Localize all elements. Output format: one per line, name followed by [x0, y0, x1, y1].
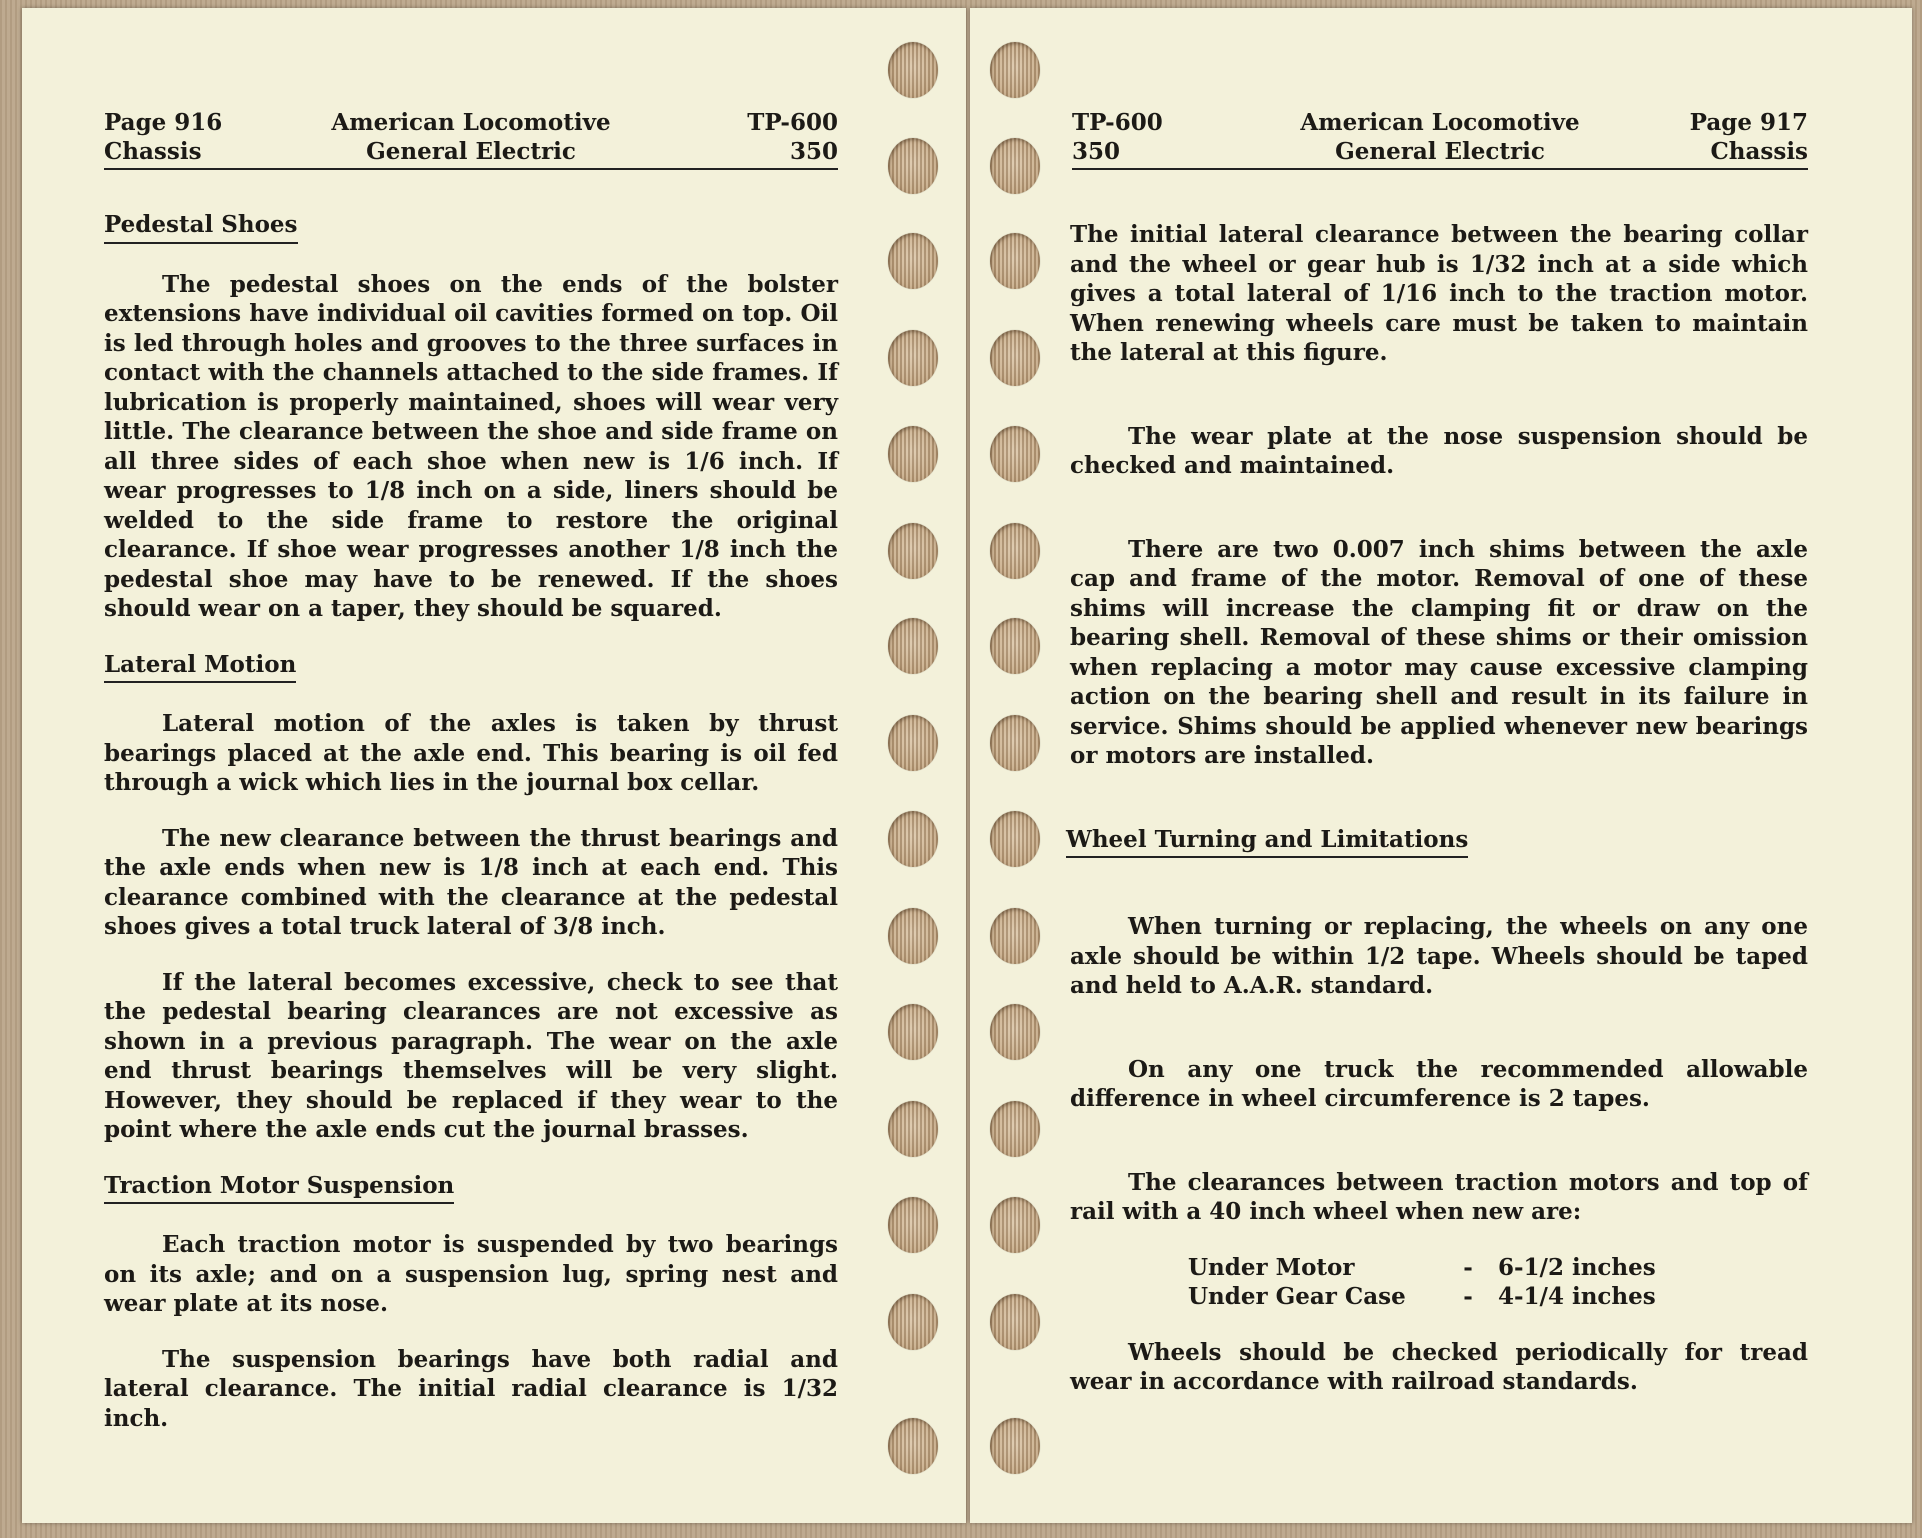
paragraph: The initial lateral clearance between the bearing collar and the wheel or gear hub is 1/32 inch at a side which gives a total lateral of 1/16 inch to the traction motor. When renewing wheels care must be taken to maintain the lateral at this figure. [1070, 221, 1808, 366]
binding-hole [990, 618, 1040, 674]
binding-hole [888, 1197, 938, 1253]
clearance-value: 4-1/4 inches [1498, 1283, 1656, 1310]
clearance-label: Under Motor [1188, 1253, 1355, 1281]
binding-hole [888, 1004, 938, 1060]
binding-hole [990, 908, 1040, 964]
right-page-header [1072, 108, 1808, 170]
binding-hole [990, 811, 1040, 867]
section-heading-wheel-turning: Wheel Turning and Limitations [1066, 825, 1468, 859]
clearance-dash: - [1463, 1283, 1473, 1310]
paragraph: When turning or replacing, the wheels on any one axle should be within 1/2 tape. Wheels should be taped and held to A.A.R. standard. [1070, 913, 1808, 999]
clearance-dash: - [1463, 1253, 1473, 1281]
binding-hole [888, 233, 938, 289]
binding-hole [990, 1101, 1040, 1157]
binding-hole [990, 523, 1040, 579]
right-header-section: Chassis [1710, 138, 1808, 165]
left-binding-holes [888, 8, 948, 1523]
binding-hole [888, 523, 938, 579]
binding-hole [990, 715, 1040, 771]
binding-hole [990, 330, 1040, 386]
right-page-content [1066, 220, 1808, 1397]
paragraph: Wheels should be checked periodically for tread wear in accordance with railroad standards. [1070, 1338, 1808, 1395]
left-header-model: TP-600 [747, 109, 838, 136]
section-heading-lateral-motion: Lateral Motion [104, 650, 296, 684]
left-header-title-line1: American Locomotive [331, 109, 611, 136]
right-header-model: TP-600 [1072, 109, 1163, 136]
paragraph: The suspension bearings have both radial and lateral clearance. The initial radial clearance is 1/32 inch. [104, 1345, 838, 1432]
paragraph: There are two 0.007 inch shims between the axle cap and frame of the motor. Removal of one of these shims will increase the clamping fit or draw on the bearing shell. Removal of these shims or their omission when replacing a motor may cause excessive clamping action on the bearing shell and result in its failure in service. Shims should be applied whenever new bearings or motors are installed. [1070, 535, 1808, 769]
binding-hole [888, 618, 938, 674]
binding-hole [990, 1004, 1040, 1060]
paragraph: The new clearance between the thrust bearings and the axle ends when new is 1/8 inch at each end. This clearance combined with the clearance at the pedestal shoes gives a total truck lateral of 3/8 inch. [104, 824, 838, 940]
clearance-row [1188, 1282, 1808, 1312]
binding-hole [888, 1418, 938, 1474]
binding-hole [888, 715, 938, 771]
right-header-title-line1: American Locomotive [1300, 109, 1580, 136]
paragraph: On any one truck the recommended allowable difference in wheel circumference is 2 tapes. [1070, 1055, 1808, 1112]
section-heading-pedestal-shoes: Pedestal Shoes [104, 210, 298, 244]
binding-hole [990, 1197, 1040, 1253]
binding-hole [888, 138, 938, 194]
paragraph: Each traction motor is suspended by two bearings on its axle; and on a suspension lug, spring nest and wear plate at its nose. [104, 1231, 838, 1317]
binding-hole [888, 42, 938, 98]
binding-hole [990, 138, 1040, 194]
paragraph: The clearances between traction motors and top of rail with a 40 inch wheel when new are: [1070, 1168, 1808, 1225]
paragraph: Lateral motion of the axles is taken by thrust bearings placed at the axle end. This bearing is oil fed through a wick which lies in the journal box cellar. [104, 710, 838, 796]
left-header-section: Chassis [104, 138, 202, 165]
binding-hole [990, 426, 1040, 482]
binding-hole [888, 1294, 938, 1350]
clearance-table [1188, 1253, 1808, 1312]
right-page [970, 8, 1912, 1523]
right-header-title-line2: General Electric [1335, 138, 1545, 165]
right-header-number: 350 [1072, 138, 1121, 165]
binding-hole [990, 233, 1040, 289]
paragraph: The pedestal shoes on the ends of the bolster extensions have individual oil cavities formed on top. Oil is led through holes and grooves to the three surfaces in contact with the channels attached to the side frames. If lubrication is properly maintained, shoes will wear very little. The clearance between the shoe and side frame on all three sides of each shoe when new is 1/6 inch. If wear progresses to 1/8 inch on a side, liners should be welded to the side frame to restore the original clearance. If shoe wear progresses another 1/8 inch the pedestal shoe may have to be renewed. If the shoes should wear on a taper, they should be squared. [104, 270, 838, 622]
binding-hole [888, 330, 938, 386]
paragraph: If the lateral becomes excessive, check to see that the pedestal bearing clearances are not excessive as shown in a previous paragraph. The wear on the axle end thrust bearings themselves will be very slight. However, they should be replaced if they wear to the point where the axle ends cut the journal brasses. [104, 968, 838, 1143]
binding-hole [888, 426, 938, 482]
right-page-number: Page 917 [1689, 109, 1808, 136]
left-header-number: 350 [789, 138, 838, 165]
left-page-header [104, 108, 838, 170]
left-header-title-line2: General Electric [366, 138, 576, 165]
binding-hole [990, 1294, 1040, 1350]
binding-hole [888, 1101, 938, 1157]
section-heading-traction-motor-suspension: Traction Motor Suspension [104, 1171, 454, 1205]
clearance-value: 6-1/2 inches [1498, 1253, 1656, 1281]
clearance-label: Under Gear Case [1188, 1283, 1406, 1310]
binding-hole [888, 908, 938, 964]
binding-hole [888, 811, 938, 867]
left-page [22, 8, 966, 1523]
left-page-number: Page 916 [104, 109, 223, 136]
binding-hole [990, 1418, 1040, 1474]
right-binding-holes [990, 8, 1050, 1523]
paragraph: The wear plate at the nose suspension should be checked and maintained. [1070, 422, 1808, 479]
binding-hole [990, 42, 1040, 98]
clearance-row [1188, 1253, 1808, 1283]
left-page-content [104, 210, 838, 1433]
